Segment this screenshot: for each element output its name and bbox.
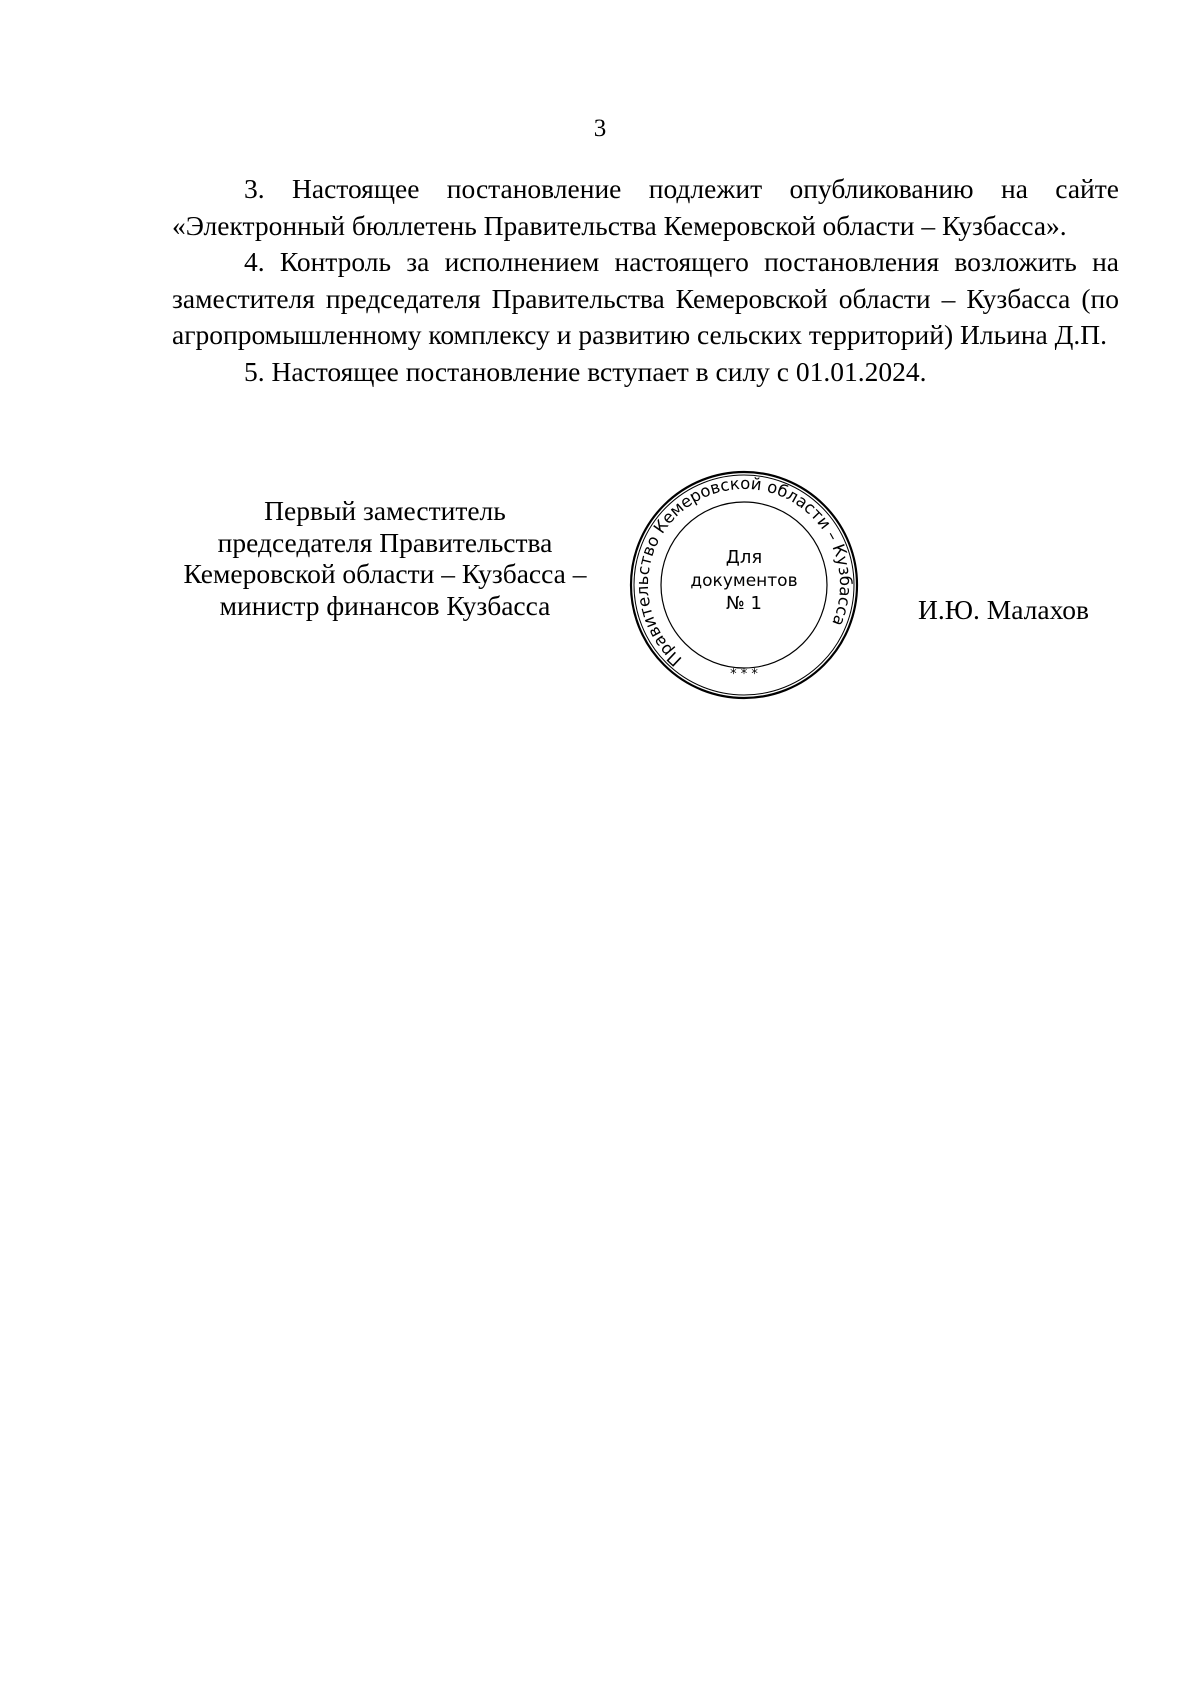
signatory-title-line: председателя Правительства: [217, 526, 553, 558]
signatory-title-line: Кемеровской области – Кузбасса –: [183, 558, 587, 589]
paragraph-publication: 3. Настоящее постановление подлежит опубликованию на сайте «Электронный бюллетень Правительства Кемеровской области – Кузбасса».: [172, 173, 1119, 241]
seal-ring-text: Правительство Кемеровской области – Кузбасса: [632, 473, 856, 671]
seal-center-line: № 1: [726, 593, 762, 614]
paragraph-control: 4. Контроль за исполнением настоящего постановления возложить на заместителя председателя Правительства Кемеровской области – Кузбасса (по агропромышленному комплексу и развитию сельских территорий) Ильина Д.П.: [172, 246, 1119, 350]
paragraph-effective-date: 5. Настоящее постановление вступает в силу с 01.01.2024.: [244, 355, 927, 387]
official-seal: [627, 468, 861, 702]
signer-name: И.Ю. Малахов: [918, 594, 1090, 625]
seal-center-line: Для: [725, 547, 763, 568]
document-body: [172, 171, 1119, 390]
page-number: 3: [593, 115, 607, 142]
seal-center-line: документов: [690, 571, 798, 591]
seal-graphic: [627, 468, 861, 702]
signatory-title-line: министр финансов Кузбасса: [219, 589, 551, 621]
signatory-title-line: Первый заместитель: [264, 495, 506, 526]
seal-stars: * * *: [730, 667, 758, 682]
signatory-title: [150, 495, 620, 621]
